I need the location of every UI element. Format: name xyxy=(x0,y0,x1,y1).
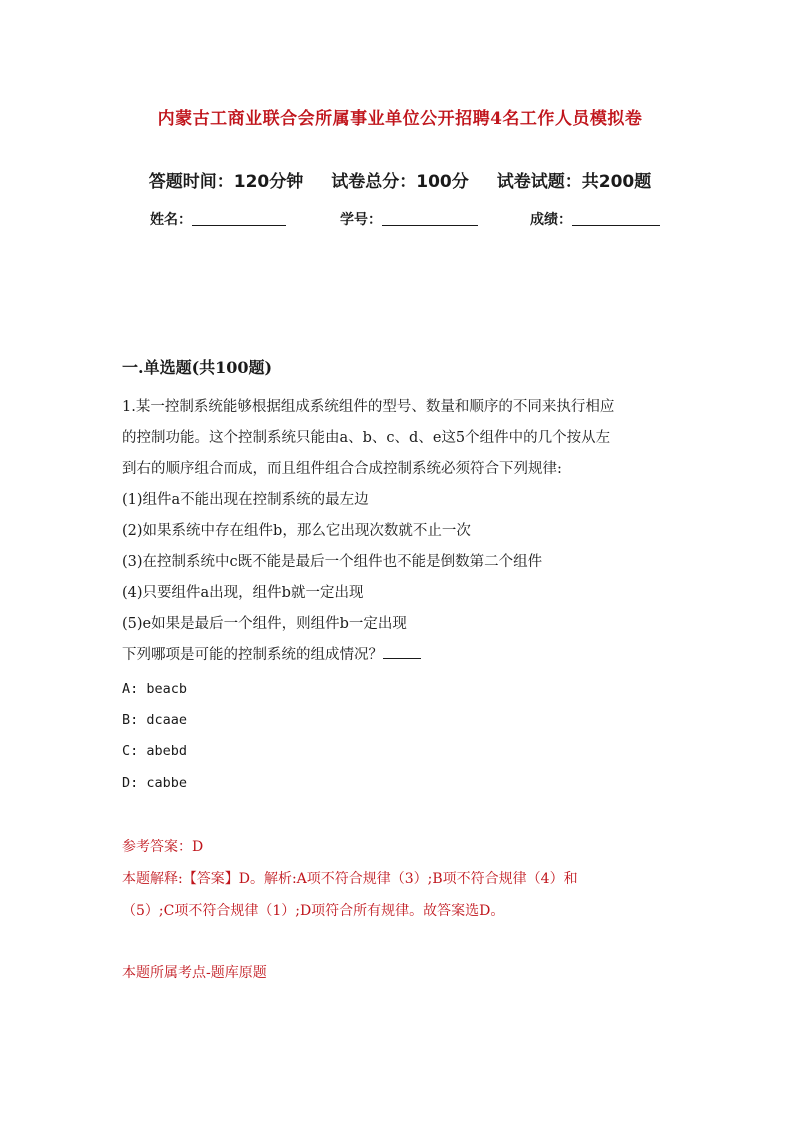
name-label: 姓名： xyxy=(150,212,192,228)
student-id-field xyxy=(340,209,478,229)
question-rule-2: (2)如果系统中存在组件b，那么它出现次数就不止一次 xyxy=(122,523,471,539)
option-d: D: cabbe xyxy=(122,775,188,791)
exam-info-row xyxy=(0,167,800,192)
explanation-line-1: 本题解释:【答案】D。解析:A项不符合规律（3）;B项不符合规律（4）和 xyxy=(122,871,578,887)
name-blank[interactable] xyxy=(192,224,286,226)
question-rule-1: (1)组件a不能出现在控制系统的最左边 xyxy=(122,492,369,508)
question-rule-3: (3)在控制系统中c既不能是最后一个组件也不能是倒数第二个组件 xyxy=(122,554,543,570)
student-id-blank[interactable] xyxy=(382,224,478,226)
option-a: A: beacb xyxy=(122,681,188,697)
reference-answer: 参考答案：D xyxy=(122,839,204,855)
option-b: B: dcaae xyxy=(122,712,188,728)
grade-label: 成绩： xyxy=(530,212,572,228)
question-rule-4: (4)只要组件a出现，组件b就一定出现 xyxy=(122,585,364,601)
answer-blank xyxy=(383,644,421,659)
student-id-label: 学号： xyxy=(340,212,382,228)
option-c: C: abebd xyxy=(122,743,188,759)
question-line-1: 1.某一控制系统能够根据组成系统组件的型号、数量和顺序的不同来执行相应 xyxy=(122,399,615,415)
grade-blank[interactable] xyxy=(572,224,660,226)
question-rule-5: (5)e如果是最后一个组件，则组件b一定出现 xyxy=(122,616,407,632)
exam-total-score: 试卷总分：100分 xyxy=(331,172,469,192)
section-title: 一.单选题(共100题) xyxy=(122,358,273,377)
question-line-2: 的控制功能。这个控制系统只能由a、b、c、d、e这5个组件中的几个按从左 xyxy=(122,430,611,446)
exam-question-count: 试卷试题：共200题 xyxy=(496,172,652,192)
question-line-3: 到右的顺序组合而成，而且组件组合合成控制系统必须符合下列规律: xyxy=(122,461,562,477)
question-prompt xyxy=(122,640,682,671)
name-field xyxy=(150,209,286,229)
grade-field xyxy=(530,209,660,229)
exam-time: 答题时间：120分钟 xyxy=(148,172,304,192)
question-prompt-text: 下列哪项是可能的控制系统的组成情况？ xyxy=(122,647,383,663)
topic-note: 本题所属考点-题库原题 xyxy=(122,965,267,981)
explanation-line-2: （5）;C项不符合规律（1）;D项符合所有规律。故答案选D。 xyxy=(122,903,505,919)
exam-title: 内蒙古工商业联合会所属事业单位公开招聘4名工作人员模拟卷 xyxy=(157,109,643,129)
